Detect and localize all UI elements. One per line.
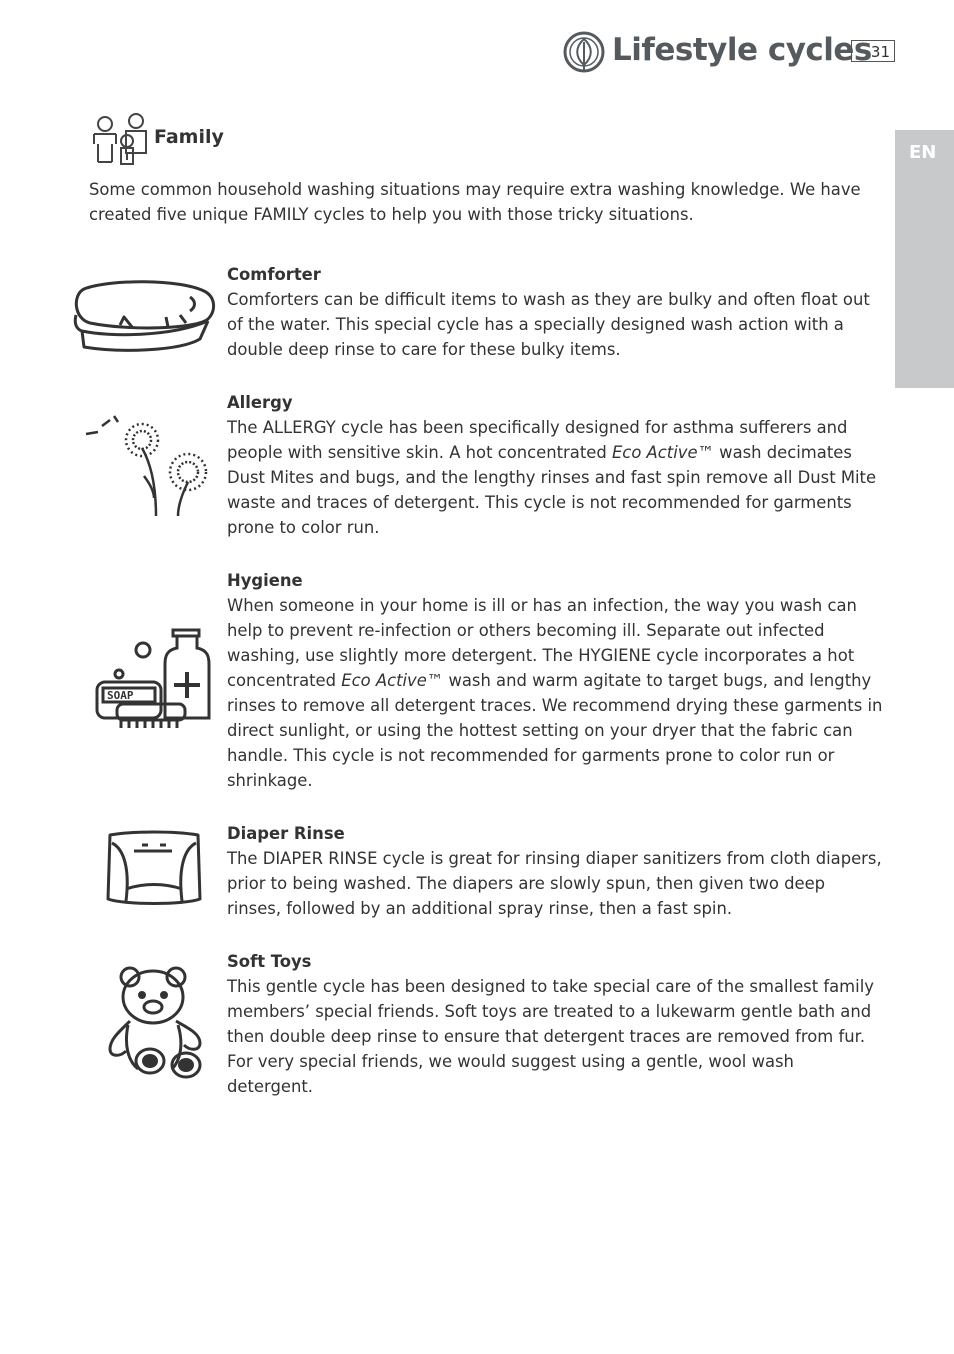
intro-paragraph: Some common household washing situations may require extra washing knowledge. We have created five unique FAMILY cycles to help you with those tricky situations. — [89, 180, 861, 224]
cycle-description: This gentle cycle has been designed to take special care of the smallest family members’ special friends. Soft toys are treated to a lukewarm gentle bath and then double deep rinse to ensure that detergent traces are removed from fur. For very special friends, we would suggest using a gentle, wool wash detergent. — [227, 977, 874, 1096]
teddy-bear-icon — [106, 965, 206, 1079]
page-number: 31 — [851, 40, 895, 62]
page-title: Lifestyle cycles — [612, 32, 872, 68]
section-heading — [88, 110, 388, 168]
language-tab — [895, 130, 954, 388]
comforter-icon — [70, 277, 216, 355]
cycle-title: Hygiene — [227, 571, 303, 590]
diaper-icon — [104, 829, 204, 909]
cycle-title: Diaper Rinse — [227, 824, 345, 843]
cycle-text — [227, 949, 883, 1099]
cycle-text — [227, 568, 883, 793]
cycle-title: Allergy — [227, 393, 293, 412]
page-header — [560, 28, 900, 78]
section-title: Family — [154, 126, 224, 148]
cycle-description: The ALLERGY cycle has been specifically designed for asthma sufferers and people with sensitive skin. A hot concentrated Eco Active™ wash decimates Dust Mites and bugs, and the lengthy rinses and fast spin remove all Dust Mite waste and traces of detergent. This cycle is not recommended for garments prone to color run. — [227, 418, 877, 537]
cycle-description: When someone in your home is ill or has an infection, the way you wash can help to prevent re-infection or others becoming ill. Separate out infected washing, use slightly more detergent. The HYGIENE cycle incorporates a hot concentrated Eco Active™ wash and warm agitate to target bugs, and lengthy rinses to remove all detergent traces. We recommend drying these garments in direct sunlight, or using the hottest setting on your dryer that the fabric can handle. This cycle is not recommended for garments prone to color run or shrinkage. — [227, 596, 883, 790]
cycle-text — [227, 821, 883, 921]
cycle-text — [227, 262, 883, 362]
soap-label: SOAP — [107, 689, 134, 702]
family-icon — [88, 110, 150, 168]
cycle-title: Soft Toys — [227, 952, 312, 971]
cycle-title: Comforter — [227, 265, 321, 284]
language-label: EN — [909, 142, 937, 163]
cycle-description: The DIAPER RINSE cycle is great for rinsing diaper sanitizers from cloth diapers, prior to being washed. The diapers are slowly spun, then given two deep rinses, followed by an additional spray rinse, then a fast spin. — [227, 849, 882, 918]
cycle-text — [227, 390, 883, 540]
dandelion-icon — [84, 412, 214, 520]
cycle-description: Comforters can be difficult items to wash as they are bulky and often float out of the water. This special cycle has a specially designed wash action with a double deep rinse to care for these bulky items. — [227, 290, 870, 359]
leaf-circle-icon — [562, 30, 606, 74]
soap-and-bottle-icon — [95, 628, 215, 738]
